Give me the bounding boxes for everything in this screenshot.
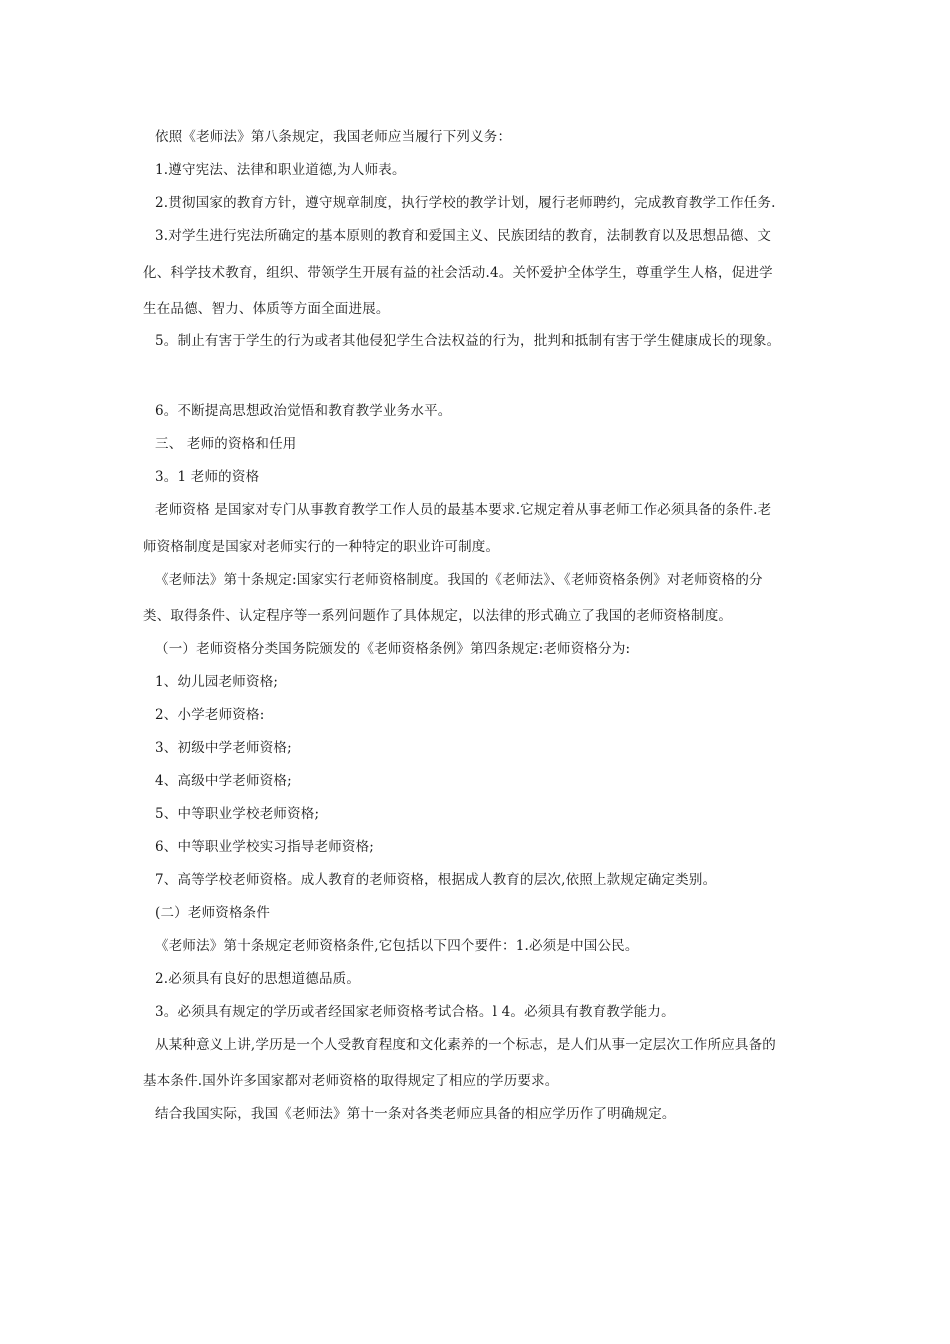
duty-item-3-line-2: 化、科学技术教育，组织、带领学生开展有益的社会活动.4。关怀爱护全体学生，尊重学生人格，促进学 (143, 265, 773, 281)
section-heading: 三、 老师的资格和任用 (155, 436, 297, 452)
conditions-heading: (二）老师资格条件 (155, 905, 271, 921)
duty-item-4-line-2: 生在品德、智力、体质等方面全面进展。 (143, 301, 390, 317)
conditions-paragraph: 《老师法》第十条规定老师资格条件,它包括以下四个要件：1.必须是中国公民。 (155, 938, 639, 954)
closing-paragraph: 结合我国实际，我国《老师法》第十一条对各类老师应具备的相应学历作了明确规定。 (155, 1106, 676, 1122)
duty-item-1: 1.遵守宪法、法律和职业道德,为人师表。 (155, 162, 406, 178)
classification-item-3: 3、初级中学老师资格; (155, 740, 292, 756)
duty-item-2: 2.贯彻国家的教育方针，遵守规章制度，执行学校的教学计划，履行老师聘约，完成教育教学工作任务. (155, 195, 776, 211)
education-paragraph-line-2: 基本条件.国外许多国家都对老师资格的取得规定了相应的学历要求。 (143, 1073, 559, 1089)
law-paragraph-line-1: 《老师法》第十条规定:国家实行老师资格制度。我国的《老师法》、《老师资格条例》对老师资格的分 (155, 572, 763, 588)
law-paragraph-line-2: 类、取得条件、认定程序等一系列问题作了具体规定，以法律的形式确立了我国的老师资格制度。 (143, 608, 733, 624)
classification-item-1: 1、幼儿园老师资格; (155, 674, 279, 690)
paragraph-intro: 依照《老师法》第八条规定，我国老师应当履行下列义务： (155, 129, 512, 145)
qualification-paragraph-line-2: 师资格制度是国家对老师实行的一种特定的职业许可制度。 (143, 539, 500, 555)
classification-item-2: 2、小学老师资格: (155, 707, 265, 723)
condition-item-2: 2.必须具有良好的思想道德品质。 (155, 971, 361, 987)
education-paragraph-line-1: 从某种意义上讲,学历是一个人受教育程度和文化素养的一个标志，是人们从事一定层次工作所应具备的 (155, 1037, 776, 1053)
classification-item-4: 4、高级中学老师资格; (155, 773, 292, 789)
condition-item-3-4: 3。必须具有规定的学历或者经国家老师资格考试合格。l 4。必须具有教育教学能力。 (155, 1004, 675, 1020)
classification-item-6: 6、中等职业学校实习指导老师资格; (155, 839, 375, 855)
subsection-heading: 3。1 老师的资格 (155, 469, 260, 485)
duty-item-6: 6。不断提高思想政治觉悟和教育教学业务水平。 (155, 403, 452, 419)
qualification-paragraph-line-1: 老师资格 是国家对专门从事教育教学工作人员的最基本要求.它规定着从事老师工作必须具备的条件.老 (155, 502, 772, 518)
classification-item-5: 5、中等职业学校老师资格; (155, 806, 320, 822)
duty-item-3-line-1: 3.对学生进行宪法所确定的基本原则的教育和爱国主义、民族团结的教育，法制教育以及思想品德、文 (155, 228, 772, 244)
classification-heading: （一）老师资格分类国务院颁发的《老师资格条例》第四条规定:老师资格分为: (155, 641, 631, 657)
classification-item-7: 7、高等学校老师资格。成人教育的老师资格，根据成人教育的层次,依照上款规定确定类别。 (155, 872, 717, 888)
duty-item-5: 5。制止有害于学生的行为或者其他侵犯学生合法权益的行为，批判和抵制有害于学生健康成长的现象。 (155, 333, 781, 349)
